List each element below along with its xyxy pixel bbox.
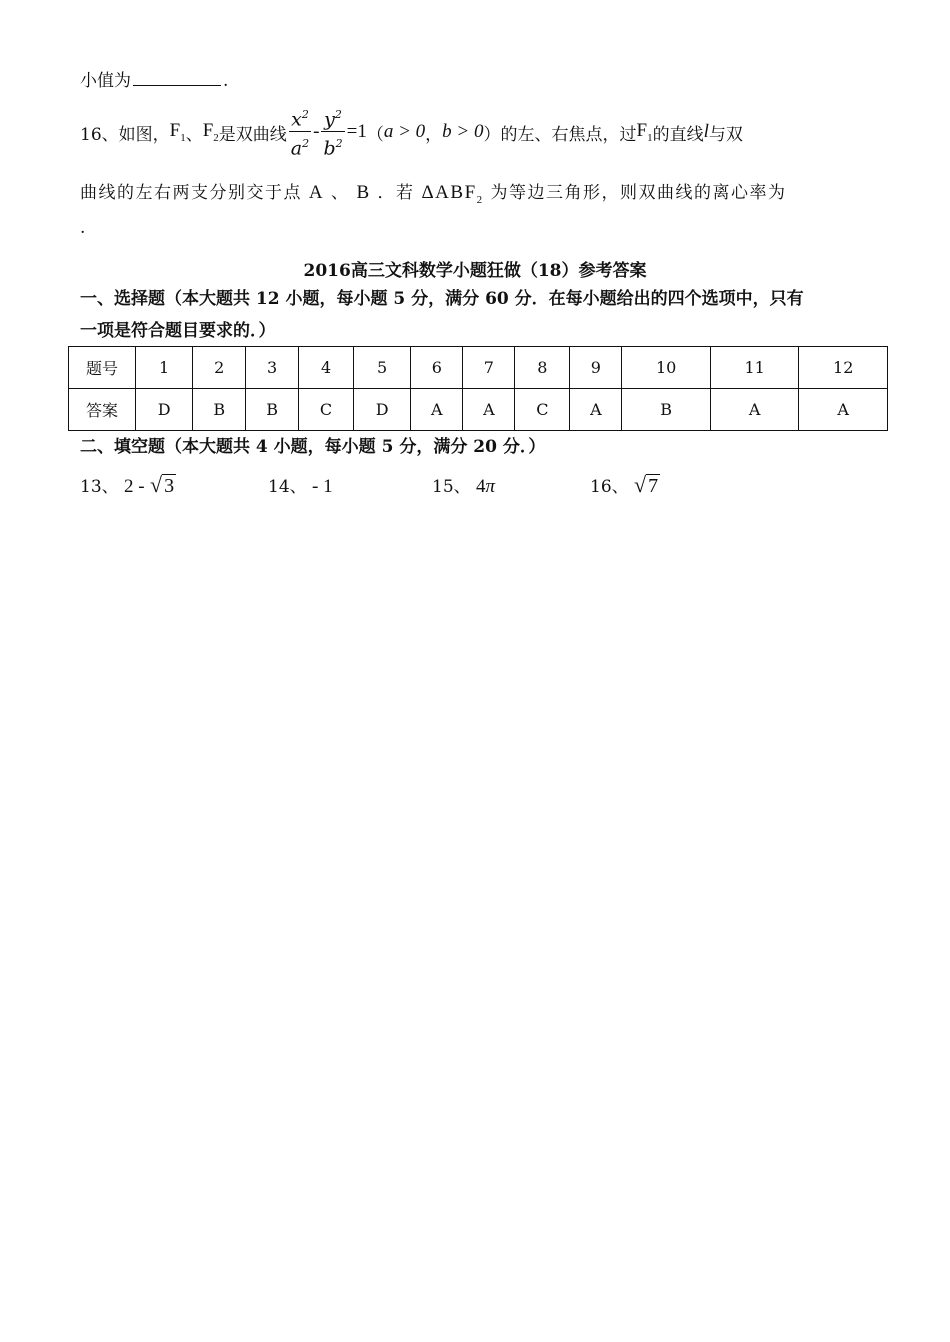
f2-symbol: $F_2$: [202, 120, 219, 144]
f1-symbol: $F_1$: [169, 120, 186, 144]
table-cell-number: 1: [136, 347, 193, 389]
table-cell-answer: A: [710, 389, 799, 431]
fill-answer-13: [80, 472, 176, 498]
table-cell-number: 7: [463, 347, 515, 389]
minus-sign: -: [313, 121, 320, 142]
table-cell-answer: A: [463, 389, 515, 431]
cond-close: ）: [483, 124, 501, 145]
line-l: l: [703, 121, 709, 142]
row-label-number: 题号: [69, 347, 136, 389]
q16-text1: 是双曲线: [218, 124, 287, 145]
f1b-symbol: $F_1$: [636, 120, 653, 144]
q16-line2-sep: 、: [331, 183, 350, 203]
q15-value: 4: [476, 476, 486, 497]
q16-label: 16、: [590, 477, 629, 497]
q14-label: 14、: [268, 477, 307, 497]
q15-tail-end: .: [223, 71, 229, 91]
q16-line2-a: 曲线的左右两支分别交于点: [80, 183, 302, 203]
table-cell-number: 8: [515, 347, 570, 389]
table-cell-answer: B: [246, 389, 299, 431]
fill-answer-14: [268, 472, 333, 498]
q16-line2-c: 为等边三角形，则双曲线的离心率为: [490, 183, 787, 203]
q13-label: 13、: [80, 477, 119, 497]
fill-answer-16: [590, 472, 660, 498]
section1-line2: 一项是符合题目要求的．）: [80, 321, 276, 341]
table-cell-answer: A: [570, 389, 622, 431]
triangle-abf2: $\Delta ABF_2$: [421, 182, 484, 206]
answer-blank: [133, 69, 221, 86]
table-cell-number: 2: [193, 347, 246, 389]
q13-prefix: 2 -: [124, 476, 145, 497]
q16-line-3: .: [80, 218, 86, 238]
pi-symbol: π: [485, 476, 496, 497]
table-cell-number: 10: [622, 347, 711, 389]
table-cell-answer: D: [353, 389, 410, 431]
point-b: B: [356, 182, 371, 203]
q16-text3: 的直线: [652, 124, 704, 145]
q14-value: - 1: [312, 476, 333, 497]
cond-a: a > 0: [383, 121, 426, 142]
q16-line2-b: ．若: [377, 183, 415, 203]
q15-tail-text: 小值为: [80, 71, 131, 91]
section1-line1: 一、选择题（本大题共 12 小题，每小题 5 分，满分 60 分．在每小题给出的四个选项中，只有: [80, 289, 804, 309]
table-cell-answer: C: [515, 389, 570, 431]
q15-tail-line: [80, 66, 228, 91]
q16-text4: 与双: [708, 124, 743, 145]
table-cell-number: 4: [299, 347, 354, 389]
table-cell-number: 11: [710, 347, 799, 389]
table-cell-answer: B: [622, 389, 711, 431]
table-cell-answer: D: [136, 389, 193, 431]
table-cell-number: 12: [799, 347, 888, 389]
cond-open: （: [366, 124, 384, 145]
cond-b: b > 0: [442, 121, 484, 142]
table-cell-answer: C: [299, 389, 354, 431]
table-row-answers: [69, 389, 888, 431]
sqrt-3: √ 3: [150, 472, 175, 497]
q16-sep: 、: [185, 124, 203, 145]
table-cell-answer: A: [411, 389, 463, 431]
q16-number: 16、如图，: [80, 124, 170, 145]
table-cell-number: 6: [411, 347, 463, 389]
table-row-numbers: [69, 347, 888, 389]
table-cell-answer: A: [799, 389, 888, 431]
cond-sep: ，: [425, 124, 443, 145]
q16-text2: 的左、右焦点，过: [500, 124, 637, 145]
table-cell-answer: B: [193, 389, 246, 431]
table-cell-number: 5: [353, 347, 410, 389]
fraction-x-over-a: $\frac{x^2}{a^2}$: [290, 108, 310, 159]
table-cell-number: 3: [246, 347, 299, 389]
fraction-y-over-b: $\frac{y^2}{b^2}$: [323, 108, 343, 159]
answer-table: [68, 346, 888, 431]
q16-line-2: [80, 178, 787, 206]
answer-title: 2016高三文科数学小题狂做（18）参考答案: [303, 261, 647, 281]
q16-line-1: [80, 104, 743, 160]
table-cell-number: 9: [570, 347, 622, 389]
section2-line: 二、填空题（本大题共 4 小题，每小题 5 分，满分 20 分．）: [80, 437, 546, 457]
row-label-answer: 答案: [69, 389, 136, 431]
fill-answer-15: [432, 472, 495, 498]
sqrt-7: √ 7: [634, 472, 659, 497]
point-a: A: [308, 182, 325, 203]
q15-label: 15、: [432, 477, 471, 497]
equals-one: =1: [346, 121, 367, 142]
